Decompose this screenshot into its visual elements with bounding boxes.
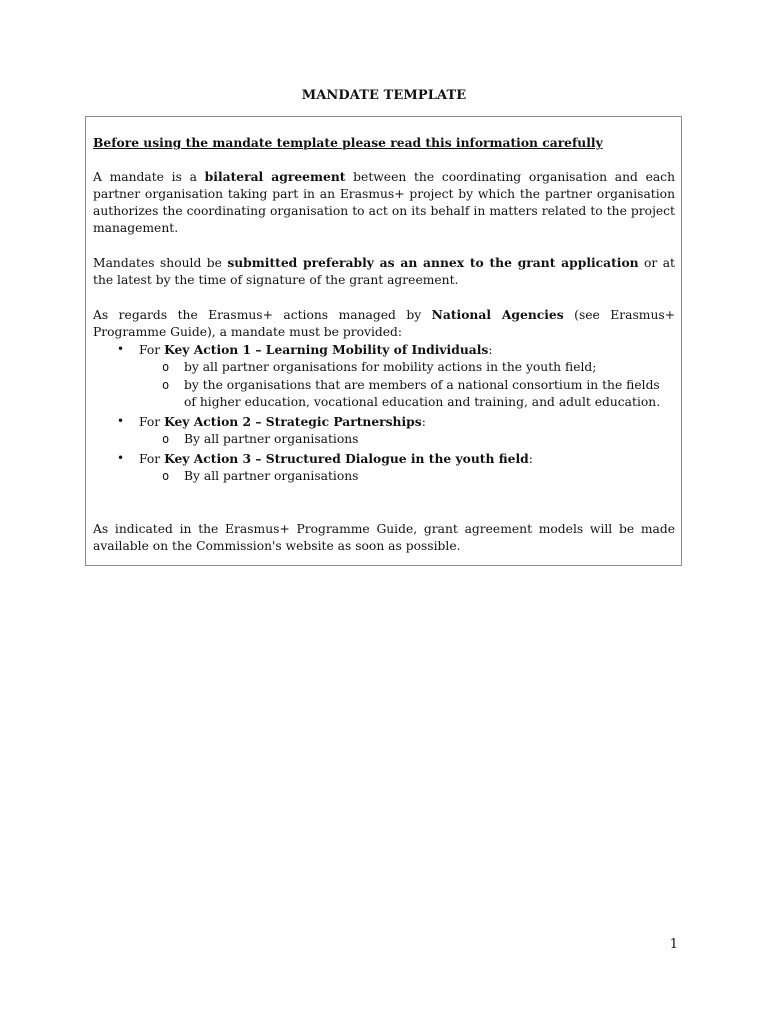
text: : — [528, 452, 533, 466]
text: By all partner organisations — [184, 469, 359, 483]
text: or at the latest by the time of signature of the grant agreement. — [93, 256, 675, 287]
key-action-item — [93, 413, 675, 448]
sub-list-item — [139, 377, 675, 411]
box-heading: Before using the mandate template please read this information carefully — [93, 135, 603, 150]
bold-text: bilateral agreement — [204, 169, 346, 184]
information-box — [85, 116, 682, 566]
page-number: 1 — [669, 937, 678, 952]
bold-text: submitted preferably as an annex to the grant application — [227, 255, 639, 270]
spacer — [93, 237, 675, 254]
spacer — [93, 151, 675, 168]
text: For — [139, 343, 165, 357]
text: : — [488, 343, 493, 357]
information-box-content — [93, 134, 675, 555]
page-title: MANDATE TEMPLATE — [301, 88, 467, 103]
sub-list — [139, 431, 675, 448]
sub-list — [139, 468, 675, 485]
sub-list-item — [139, 359, 675, 376]
sub-bullet-icon: o — [162, 360, 170, 374]
paragraph-national-agencies — [93, 306, 675, 341]
sub-list — [139, 359, 675, 411]
paragraph-mandate-definition — [93, 168, 675, 237]
text: A mandate is a — [93, 170, 205, 184]
sub-bullet-icon: o — [162, 469, 170, 483]
key-actions-list — [93, 341, 675, 485]
key-action-item — [93, 341, 675, 411]
spacer — [93, 487, 675, 521]
text: by all partner organisations for mobility actions in the youth field; — [184, 360, 597, 374]
text: (see Erasmus+ Programme Guide), a mandate must be provided: — [93, 308, 675, 339]
text: by the organisations that are members of a national consortium in the fields of higher education, vocational education and training, and adult education. — [184, 378, 661, 409]
text: For — [139, 415, 165, 429]
paragraph-grant-agreement-models: As indicated in the Erasmus+ Programme Guide, grant agreement models will be made available on the Commission's website as soon as possible. — [93, 522, 675, 553]
text: By all partner organisations — [184, 432, 359, 446]
key-action-item — [93, 450, 675, 485]
sub-list-item — [139, 468, 675, 485]
text: between the coordinating organisation and each partner organisation taking part in an Erasmus+ project by which the partner organisation authorizes the coordinating organisation to act on its behalf in matters related to the project management. — [93, 170, 675, 235]
text: As regards the Erasmus+ actions managed by — [93, 308, 432, 322]
bold-text: National Agencies — [431, 307, 564, 322]
text: : — [421, 415, 426, 429]
sub-bullet-icon: o — [162, 432, 170, 446]
key-action-name: Key Action 3 – Structured Dialogue in the youth field — [164, 451, 529, 466]
text: For — [139, 452, 165, 466]
sub-list-item — [139, 431, 675, 448]
paragraph-submission — [93, 254, 675, 289]
sub-bullet-icon: o — [162, 378, 170, 392]
bullet-icon: • — [117, 414, 125, 428]
bullet-icon: • — [117, 342, 125, 356]
bullet-icon: • — [117, 451, 125, 465]
text: Mandates should be — [93, 256, 228, 270]
spacer — [93, 289, 675, 306]
key-action-name: Key Action 2 – Strategic Partnerships — [164, 414, 422, 429]
key-action-name: Key Action 1 – Learning Mobility of Individuals — [164, 342, 489, 357]
